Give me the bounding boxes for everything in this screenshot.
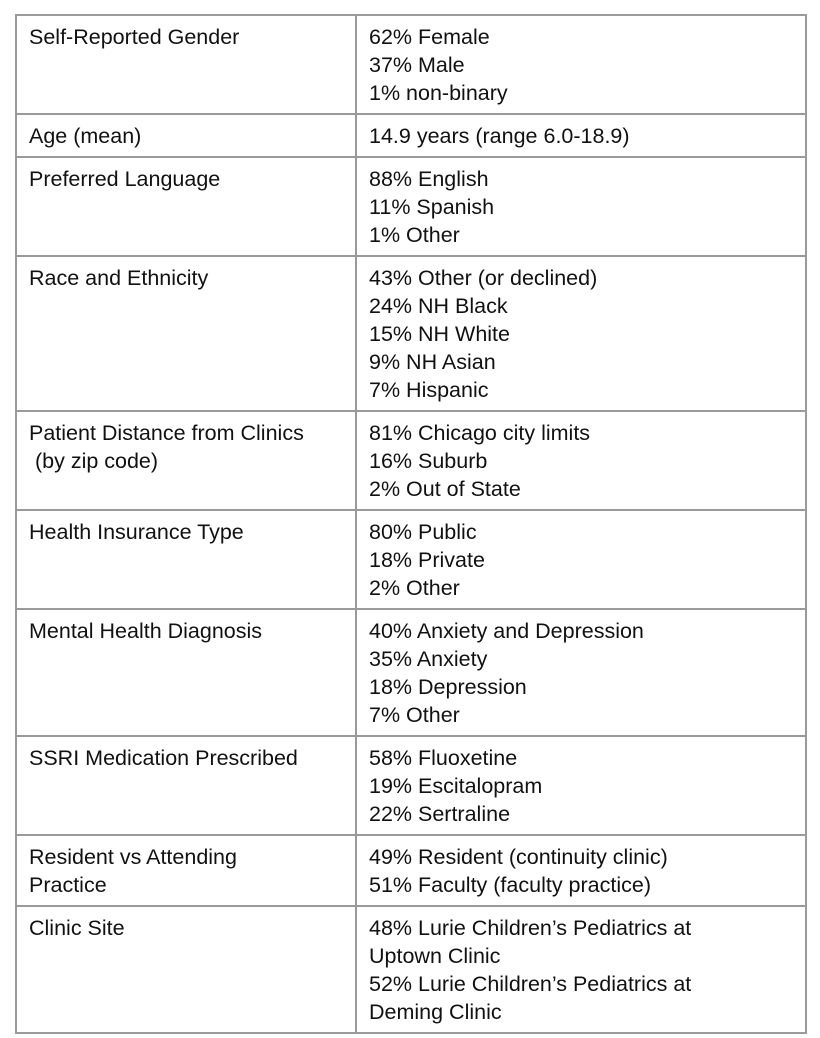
row-label-cell [16, 609, 356, 736]
row-label-cell [16, 510, 356, 609]
row-value-cell [356, 510, 806, 609]
row-value: 48% Lurie Children’s Pediatrics at [369, 916, 692, 940]
row-value-cell [356, 256, 806, 411]
row-value: 40% Anxiety and Depression [369, 619, 644, 643]
row-label-cell [16, 15, 356, 114]
table-row [16, 114, 806, 157]
row-value: 62% Female [369, 25, 490, 49]
row-label: Race and Ethnicity [29, 266, 209, 290]
table-row [16, 157, 806, 256]
row-value: 35% Anxiety [369, 647, 488, 671]
row-label: Mental Health Diagnosis [29, 619, 263, 643]
row-value: 18% Depression [369, 675, 527, 699]
row-value-cell [356, 835, 806, 906]
row-value: 18% Private [369, 548, 485, 572]
row-value: 14.9 years (range 6.0-18.9) [369, 124, 630, 148]
row-label-cell [16, 256, 356, 411]
row-label: Health Insurance Type [29, 520, 244, 544]
table-row [16, 906, 806, 1033]
row-label: Patient Distance from Clinics [29, 421, 304, 445]
row-value: 58% Fluoxetine [369, 746, 518, 770]
table-row [16, 609, 806, 736]
row-value: 7% Hispanic [369, 378, 489, 402]
row-value: 81% Chicago city limits [369, 421, 591, 445]
row-value: 49% Resident (continuity clinic) [369, 845, 668, 869]
row-label-cell [16, 736, 356, 835]
row-value: 15% NH White [369, 322, 510, 346]
table-row [16, 736, 806, 835]
row-label: Practice [29, 873, 107, 897]
row-value-cell [356, 15, 806, 114]
row-label-cell [16, 411, 356, 510]
row-label-cell [16, 157, 356, 256]
row-label-cell [16, 906, 356, 1033]
table-row [16, 411, 806, 510]
table-row [16, 510, 806, 609]
row-value-cell [356, 114, 806, 157]
row-label: Clinic Site [29, 916, 125, 940]
row-value: 9% NH Asian [369, 350, 496, 374]
row-label: Preferred Language [29, 167, 221, 191]
row-value: 1% Other [369, 223, 460, 247]
row-value: 51% Faculty (faculty practice) [369, 873, 651, 897]
row-value: 37% Male [369, 53, 465, 77]
row-value: 2% Other [369, 576, 460, 600]
row-value: 52% Lurie Children’s Pediatrics at [369, 972, 692, 996]
row-value: 80% Public [369, 520, 477, 544]
row-label: Age (mean) [29, 124, 142, 148]
row-label: Self-Reported Gender [29, 25, 240, 49]
row-value-cell [356, 411, 806, 510]
row-value: 24% NH Black [369, 294, 508, 318]
table-row [16, 835, 806, 906]
row-value: Deming Clinic [369, 1000, 502, 1024]
demographics-table [15, 14, 807, 1034]
row-value-cell [356, 157, 806, 256]
row-value: 43% Other (or declined) [369, 266, 598, 290]
row-label: (by zip code) [29, 449, 159, 473]
row-value: 2% Out of State [369, 477, 521, 501]
row-value: 19% Escitalopram [369, 774, 543, 798]
row-value: 16% Suburb [369, 449, 488, 473]
table-row [16, 15, 806, 114]
row-value-cell [356, 609, 806, 736]
table-row [16, 256, 806, 411]
row-label: Resident vs Attending [29, 845, 237, 869]
row-value: 11% Spanish [369, 195, 495, 219]
row-label-cell [16, 835, 356, 906]
row-value: Uptown Clinic [369, 944, 501, 968]
row-value: 7% Other [369, 703, 460, 727]
row-value: 22% Sertraline [369, 802, 511, 826]
row-label: SSRI Medication Prescribed [29, 746, 298, 770]
row-value: 88% English [369, 167, 489, 191]
table-body [16, 15, 806, 1033]
row-value-cell [356, 736, 806, 835]
row-value: 1% non-binary [369, 81, 508, 105]
row-value-cell [356, 906, 806, 1033]
row-label-cell [16, 114, 356, 157]
